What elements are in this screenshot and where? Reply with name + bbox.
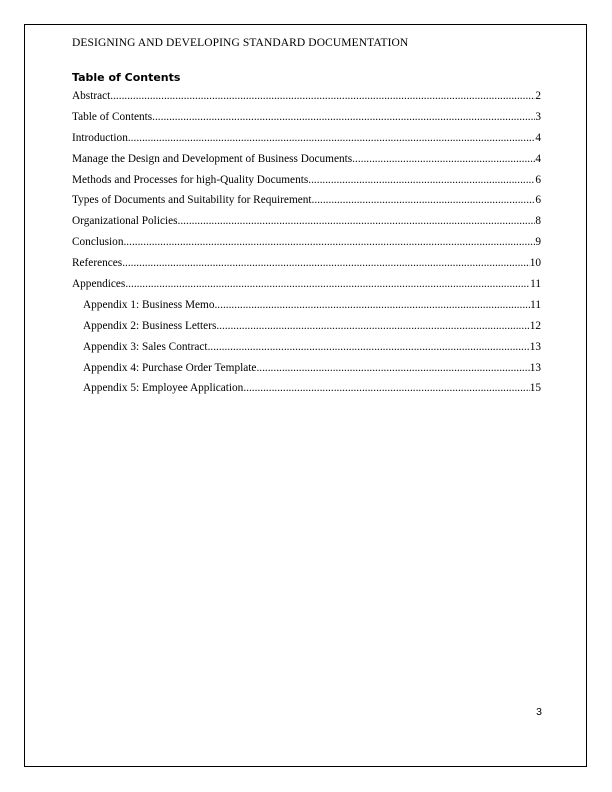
toc-subentry[interactable] — [72, 296, 541, 317]
toc-entry-page[interactable]: 11 — [530, 278, 541, 291]
toc-entry[interactable] — [72, 171, 541, 192]
toc-entry-title[interactable]: Appendix 1: Business Memo — [83, 298, 215, 311]
running-header: DESIGNING AND DEVELOPING STANDARD DOCUMENTATION — [72, 37, 409, 49]
toc-entry-title[interactable]: Appendix 5: Employee Application — [83, 382, 244, 395]
table-of-contents — [72, 87, 541, 400]
toc-entry-title[interactable]: Abstract — [72, 90, 111, 102]
toc-dot-leader — [352, 150, 535, 168]
toc-entry-page[interactable]: 4 — [535, 131, 541, 144]
toc-dot-leader — [216, 317, 529, 335]
toc-entry-page[interactable]: 15 — [529, 382, 541, 395]
toc-entry[interactable] — [72, 87, 541, 108]
toc-entry-page[interactable]: 4 — [535, 152, 541, 165]
toc-dot-leader — [208, 338, 530, 356]
toc-entry-page[interactable]: 13 — [529, 361, 541, 374]
toc-entry-title[interactable]: References — [72, 257, 123, 270]
toc-dot-leader — [122, 254, 530, 272]
toc-entry[interactable] — [72, 254, 541, 275]
toc-dot-leader — [308, 171, 535, 189]
toc-dot-leader — [125, 275, 530, 293]
toc-entry-title[interactable]: Types of Documents and Suitability for Requirement — [72, 194, 312, 207]
toc-entry-page[interactable]: 8 — [535, 215, 541, 228]
toc-dot-leader — [312, 191, 536, 209]
toc-subentry[interactable] — [72, 379, 541, 400]
toc-entry-title[interactable]: Appendix 2: Business Letters — [83, 319, 217, 332]
toc-heading: Table of Contents — [72, 71, 181, 84]
toc-subentry[interactable] — [72, 317, 541, 338]
toc-dot-leader — [123, 233, 535, 251]
toc-dot-leader — [214, 296, 530, 314]
page-number: 3 — [536, 706, 542, 718]
toc-entry[interactable] — [72, 191, 541, 212]
toc-entry-title[interactable]: Organizational Policies — [72, 215, 178, 228]
toc-entry[interactable] — [72, 212, 541, 233]
toc-entry-title[interactable]: Introduction — [72, 131, 128, 144]
toc-entry-page[interactable]: 6 — [535, 194, 541, 207]
toc-entry-page[interactable]: 11 — [530, 298, 541, 311]
toc-entry[interactable] — [72, 108, 541, 129]
toc-entry[interactable] — [72, 129, 541, 150]
toc-dot-leader — [256, 359, 529, 377]
toc-entry-title[interactable]: Table of Contents — [72, 110, 153, 123]
toc-subentry[interactable] — [72, 359, 541, 380]
toc-dot-leader — [243, 379, 529, 397]
toc-entry-title[interactable]: Appendices — [72, 278, 126, 291]
toc-entry-title[interactable]: Appendix 3: Sales Contract — [83, 340, 208, 353]
toc-entry-page[interactable]: 3 — [535, 110, 541, 123]
toc-entry-title[interactable]: Manage the Design and Development of Business Documents — [72, 152, 353, 165]
toc-entry-page[interactable]: 13 — [529, 340, 541, 353]
toc-dot-leader — [128, 129, 535, 147]
toc-dot-leader — [110, 87, 535, 105]
toc-dot-leader — [152, 108, 535, 126]
toc-entry[interactable] — [72, 275, 541, 296]
toc-entry[interactable] — [72, 233, 541, 254]
toc-entry-title[interactable]: Conclusion — [72, 236, 124, 249]
toc-entry-title[interactable]: Appendix 4: Purchase Order Template — [83, 361, 257, 374]
toc-entry-page[interactable]: 12 — [529, 319, 541, 332]
toc-entry-page[interactable]: 10 — [529, 257, 541, 270]
toc-entry-page[interactable]: 9 — [535, 236, 541, 249]
toc-dot-leader — [178, 212, 536, 230]
toc-entry-title[interactable]: Methods and Processes for high-Quality Documents — [72, 173, 309, 186]
toc-subentry[interactable] — [72, 338, 541, 359]
toc-entry[interactable] — [72, 150, 541, 171]
toc-entry-page[interactable]: 2 — [535, 90, 541, 102]
toc-entry-page[interactable]: 6 — [535, 173, 541, 186]
